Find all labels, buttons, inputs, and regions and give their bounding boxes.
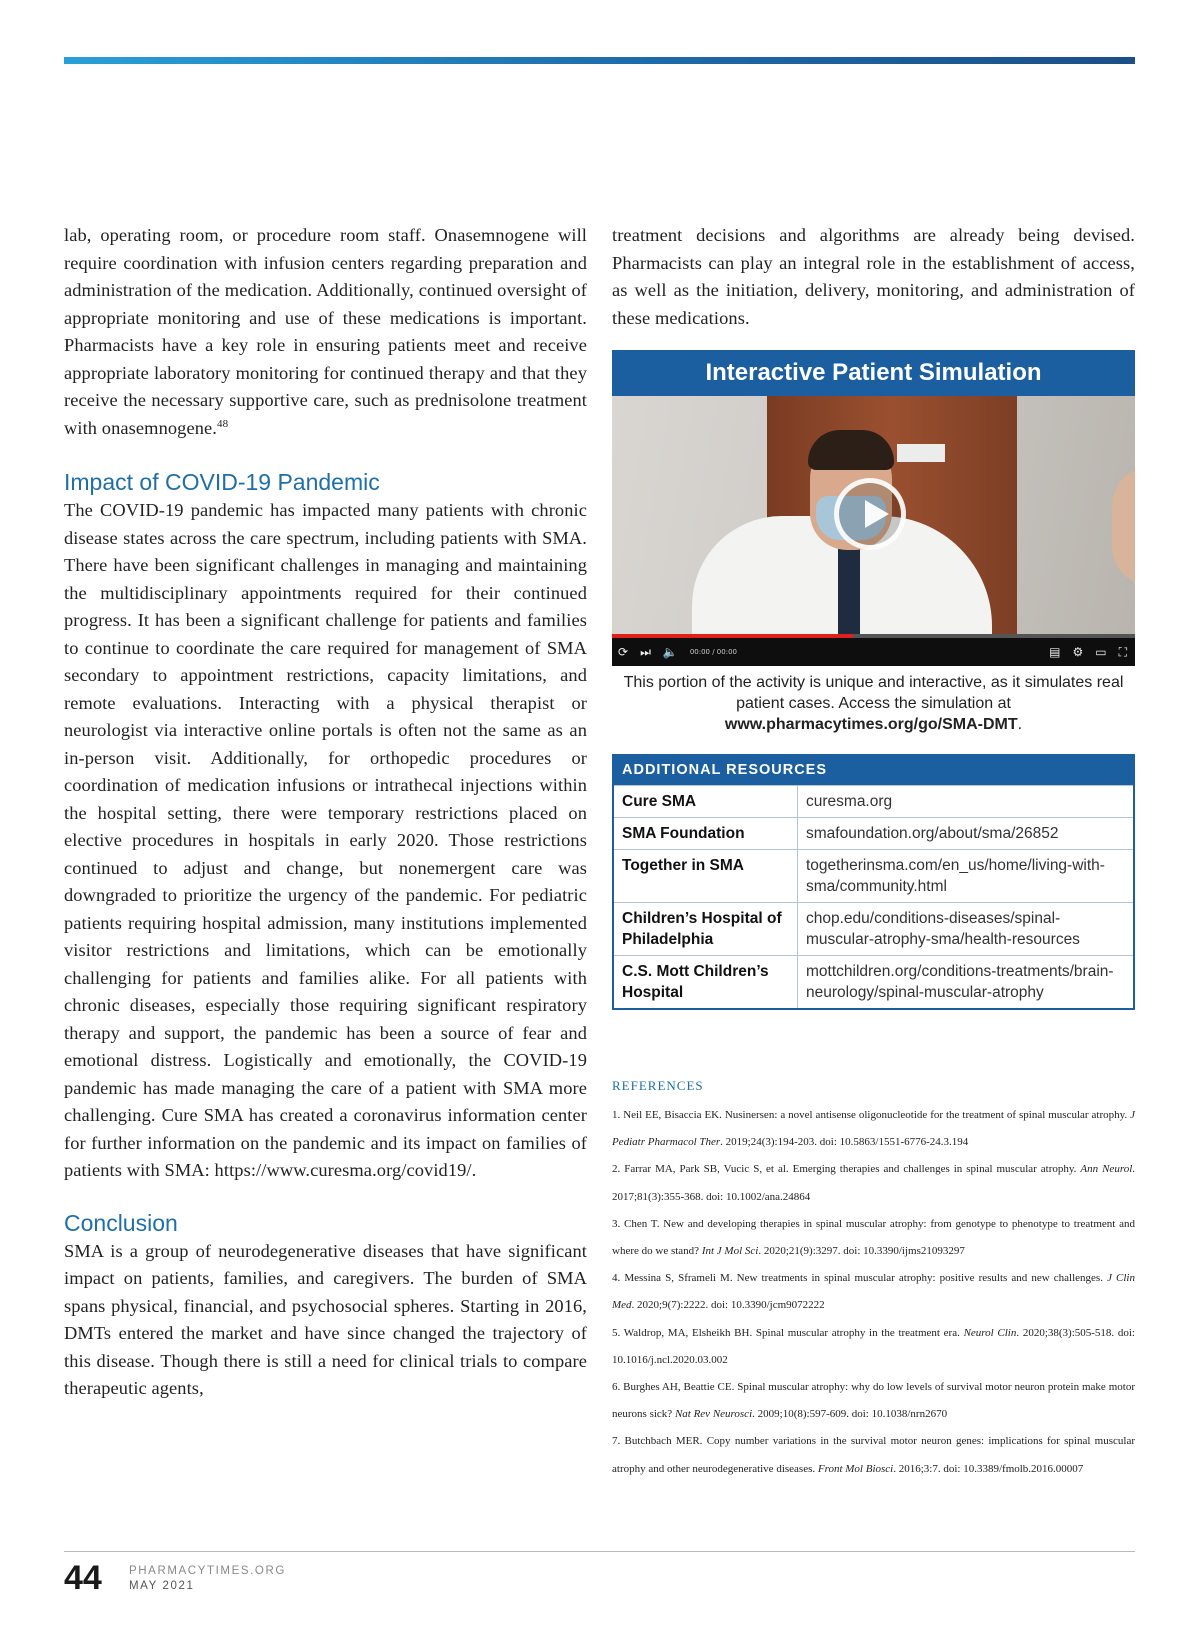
resource-url[interactable]: mottchildren.org/conditions-treatments/brain-neurology/spinal-muscular-atrophy [798,956,1134,1009]
table-row [614,850,1133,903]
body-paragraph-covid: The COVID-19 pandemic has impacted many patients with chronic disease states across the care spectrum, including patients with SMA. There have been significant challenges in managing and maintaining the multidisciplinary appointments required for their continued progress. It has been a significant challenge for patients and families to continue to coordinate the care required for management of SMA secondary to appointment restrictions, capacity limitations, and remote evaluations. Interacting with a physical therapist or neurologist via interactive online portals is often not the same as an in-person visit. Additionally, for orthopedic procedures or coordination of medication infusions or intrathecal injections within the hospital setting, there were temporary restrictions placed on elective procedures in hospitals in early 2020. Those restrictions continued to adjust and change, but nonemergent care was downgraded to prioritize the urgency of the pandemic. For pediatric patients requiring hospital admission, many institutions implemented visitor restrictions and limitations, which can be emotionally challenging for patients and families alike. For all patients with chronic diseases, especially those requiring significant respiratory therapy and support, the pandemic has been a source of fear and emotional distress. Logistically and emotionally, the COVID-19 pandemic has made managing the care of a patient with SMA more challenging. Cure SMA has created a coronavirus information center for further information on the pandemic and its impact on families of patients with SMA: https://www.curesma.org/covid19/. [64,500,587,1180]
reference-journal: Front Mol Biosci [817,1462,894,1475]
simulation-video-panel [612,350,1135,666]
reference-item [612,1374,1135,1428]
reference-citation: . 2019;24(3):194-203. doi: 10.5863/1551-6776-24.3.194 [720,1136,969,1149]
footer-divider [64,1551,1135,1552]
video-scene-patient [1112,466,1135,586]
resource-url[interactable]: curesma.org [798,786,1134,818]
resource-url[interactable]: chop.edu/conditions-diseases/spinal-muscular-atrophy-sma/health-resources [798,903,1134,956]
reference-item [612,1428,1135,1482]
references-section [612,1078,1135,1483]
simulation-link[interactable]: www.pharmacytimes.org/go/SMA-DMT [724,716,1018,733]
video-frame[interactable] [612,396,1135,638]
caption-period: . [1017,716,1023,733]
video-progress-fill [612,634,853,638]
reference-journal: Ann Neurol [1080,1163,1133,1176]
references-heading: REFERENCES [612,1078,704,1093]
settings-gear-icon[interactable]: ⚙ [1072,645,1084,659]
skip-next-icon[interactable]: ⏭ [640,645,651,659]
additional-resources-table [612,754,1135,1010]
resource-name: Together in SMA [614,850,798,903]
resources-header: ADDITIONAL RESOURCES [614,756,1133,785]
reference-item [612,1211,1135,1265]
replay-icon[interactable]: ⟳ [618,645,629,659]
fullscreen-icon[interactable]: ⛶ [1118,645,1127,659]
body-paragraph-right: treatment decisions and algorithms are already being devised. Pharmacists can play an integral role in the establishment of access, as well as the initiation, delivery, monitoring, and administration of these medications. [612,225,1135,328]
reference-text: 1. Neil EE, Bisaccia EK. Nusinersen: a novel antisense oligonucleotide for the treatment of spinal muscular atrophy. [612,1109,1131,1121]
resource-name: Children’s Hospital of Philadelphia [614,903,798,956]
reference-journal: Int J Mol Sci [701,1245,759,1258]
reference-citation: . 2020;21(9):3297. doi: 10.3390/ijms21093297 [758,1245,965,1258]
section-heading-conclusion: Conclusion [64,1209,178,1236]
play-icon [865,500,889,528]
reference-text: 2. Farrar MA, Park SB, Vucic S, et al. Emerging therapies and challenges in spinal muscular atrophy. [612,1163,1081,1176]
volume-icon[interactable]: 🔈 [662,645,678,659]
reference-citation: . 2020;9(7):2222. doi: 10.3390/jcm9072222 [631,1299,825,1312]
right-column [612,222,1135,332]
resource-name: C.S. Mott Children’s Hospital [614,956,798,1009]
reference-journal: Nat Rev Neurosci [674,1408,753,1421]
section-heading-covid: Impact of COVID-19 Pandemic [64,469,380,495]
simulation-title: Interactive Patient Simulation [612,350,1135,396]
reference-text: 5. Waldrop, MA, Elsheikh BH. Spinal muscular atrophy in the treatment era. [612,1326,964,1339]
reference-journal: J Clin Med [612,1272,1135,1312]
reference-citation: . 2017;81(3):355-368. doi: 10.1002/ana.24864 [612,1163,1135,1203]
reference-item [612,1320,1135,1374]
reference-superscript: 48 [216,417,229,430]
body-paragraph [64,222,587,442]
table-row [614,956,1133,1009]
simulation-caption [612,672,1135,735]
table-row [614,818,1133,850]
issue-date: MAY 2021 [129,1580,195,1592]
reference-journal: Neurol Clin [963,1326,1017,1339]
left-column [64,222,587,1403]
publication-info [129,1564,286,1594]
video-scene-hair [808,430,894,470]
video-progress-bar[interactable] [612,634,1135,638]
paragraph-text: lab, operating room, or procedure room staff. Onasemnogene will require coordination with infusion centers regarding preparation and administration of the medication. Additionally, continued oversight of appropriate monitoring and use of these medications is important. Pharmacists have a key role in ensuring patients meet and receive appropriate laboratory monitoring for continued therapy and that they receive the necessary supportive care, such as prednisolone treatment with onasemnogene. [64,225,587,438]
captions-icon[interactable]: ▤ [1049,645,1061,659]
video-controls [612,638,1135,666]
reference-journal: J Pediatr Pharmacol Ther [612,1109,1135,1149]
video-time: 00:00 / 00:00 [689,648,737,656]
reference-citation: . 2020;38(3):505-518. doi: 10.1016/j.ncl.2020.03.002 [612,1326,1135,1366]
resource-name: Cure SMA [614,786,798,818]
reference-text: 6. Burghes AH, Beattie CE. Spinal muscular atrophy: why do low levels of survival motor neuron protein make motor neurons sick? [612,1381,1135,1421]
caption-text: This portion of the activity is unique and interactive, as it simulates real patient cases. Access the simulation at [623,674,1124,712]
reference-text: 3. Chen T. New and developing therapies in spinal muscular atrophy: from genotype to phenotype to treatment and where do we stand? [612,1217,1135,1258]
publication-name: PHARMACYTIMES.ORG [129,1565,286,1577]
reference-text: 7. Butchbach MER. Copy number variations in the survival motor neuron genes: implications for spinal muscular atrophy and other neurodegenerative diseases. [612,1435,1135,1475]
reference-citation: . 2009;10(8):597-609. doi: 10.1038/nrn2670 [752,1408,948,1421]
table-row [614,903,1133,956]
page-number: 44 [64,1559,102,1597]
resource-url[interactable]: togetherinsma.com/en_us/home/living-with-sma/community.html [798,850,1134,903]
body-paragraph-conclusion: SMA is a group of neurodegenerative diseases that have significant impact on patients, families, and caregivers. The burden of SMA spans physical, financial, and psychosocial spheres. Starting in 2016, DMTs entered the market and have since changed the trajectory of this disease. Though there is still a need for clinical trials to compare therapeutic agents, [64,1240,587,1398]
reference-item [612,1102,1135,1156]
play-button[interactable] [834,478,906,550]
reference-item [612,1156,1135,1210]
resource-name: SMA Foundation [614,818,798,850]
theater-mode-icon[interactable]: ▭ [1095,645,1107,659]
resource-url[interactable]: smafoundation.org/about/sma/26852 [798,818,1134,850]
video-scene-sign [897,444,945,462]
reference-citation: . 2016;3:7. doi: 10.3389/fmolb.2016.00007 [893,1462,1084,1475]
top-accent-bar [64,57,1135,64]
reference-item [612,1265,1135,1319]
reference-text: 4. Messina S, Sframeli M. New treatments in spinal muscular atrophy: positive results and new challenges. [612,1272,1108,1285]
video-scene-tie [838,546,860,638]
table-row [614,786,1133,818]
